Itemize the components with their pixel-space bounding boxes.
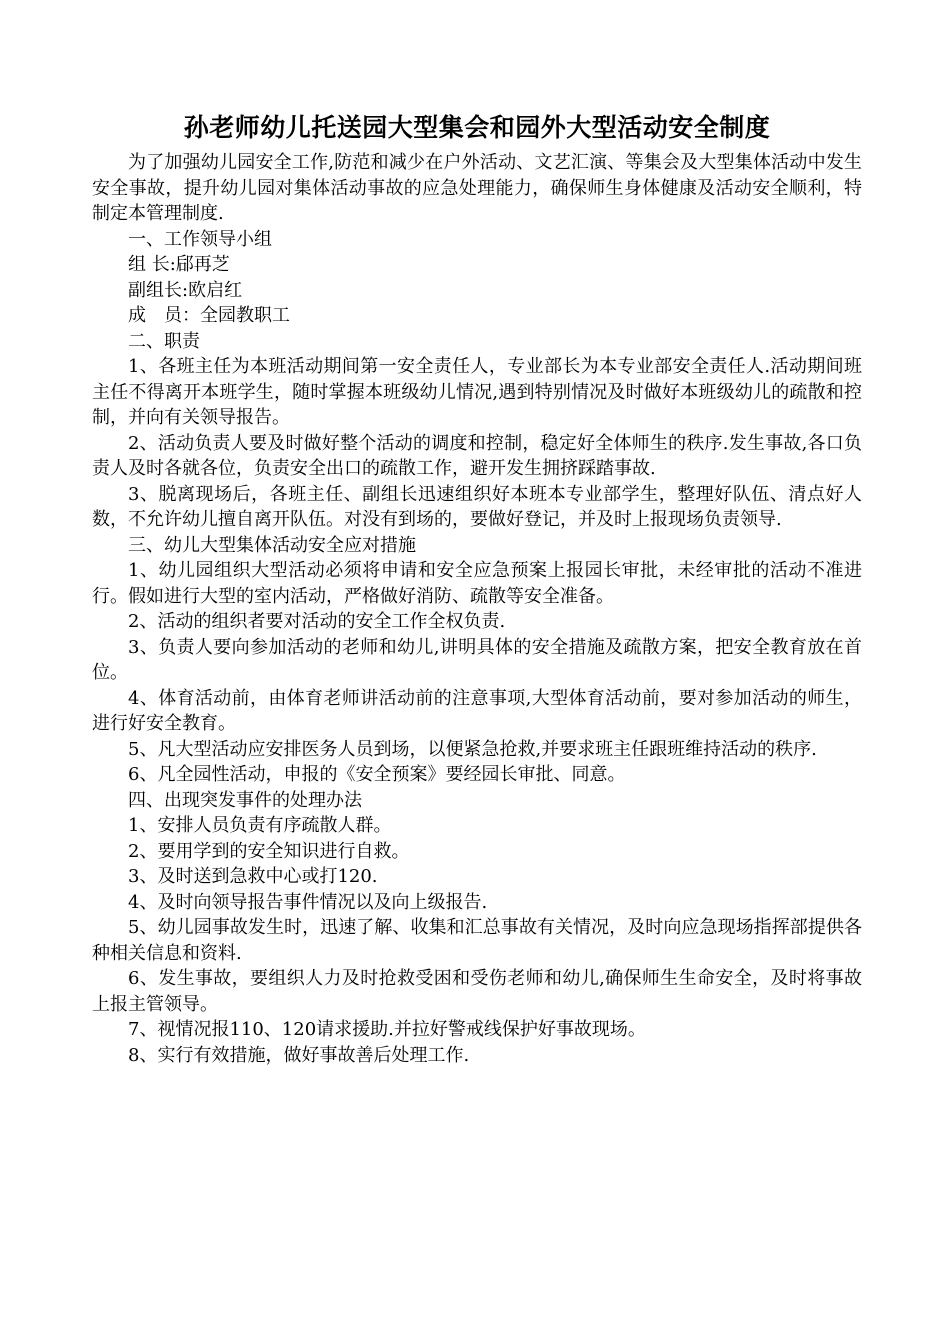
duty-item-1: 1、各班主任为本班活动期间第一安全责任人，专业部长为本专业部安全责任人.活动期间班主任不得离开本班学生，随时掌握本班级幼儿情况,遇到特别情况及时做好本班级幼儿的疏散和控制，并向有关领导报告。 [92,356,862,428]
section-heading-duties: 二、职责 [128,330,200,352]
measure-item-5: 5、凡大型活动应安排医务人员到场，以便紧急抢救,并要求班主任跟班维持活动的秩序. [128,738,817,760]
deputy-leader-line: 副组长:欧启红 [128,279,243,301]
section-heading-measures: 三、幼儿大型集体活动安全应对措施 [128,534,416,556]
emergency-item-6: 6、发生事故，要组织人力及时抢救受困和受伤老师和幼儿,确保师生生命安全，及时将事故上报主管领导。 [92,968,862,1015]
measure-item-4: 4、体育活动前，由体育老师讲活动前的注意事项,大型体育活动前，要对参加活动的师生，进行好安全教育。 [92,687,862,734]
emergency-item-2: 2、要用学到的安全知识进行自救。 [128,840,410,862]
paragraph-intro: 为了加强幼儿园安全工作,防范和减少在户外活动、文艺汇演、等集会及大型集体活动中发生安全事故，提升幼儿园对集体活动事故的应急处理能力，确保师生身体健康及活动安全顺利，特制定本管理制度. [92,152,862,224]
emergency-item-1: 1、安排人员负责有序疏散人群。 [128,815,392,836]
duty-item-2: 2、活动负责人要及时做好整个活动的调度和控制，稳定好全体师生的秩序.发生事故,各口负责人及时各就各位，负责安全出口的疏散工作，避开发生拥挤踩踏事故. [92,432,862,479]
measure-item-6: 6、凡全园性活动，申报的《安全预案》要经园长审批、同意。 [128,764,626,785]
section-heading-leadership: 一、工作领导小组 [128,228,272,250]
emergency-item-4: 4、及时向领导报告事件情况以及向上级报告. [128,891,488,913]
emergency-item-5: 5、幼儿园事故发生时，迅速了解、收集和汇总事故有关情况，及时向应急现场指挥部提供各种相关信息和资料. [92,917,862,964]
document-page [92,108,862,1068]
members-line: 成 员：全园教职工 [128,305,290,326]
document-title: 孙老师幼儿托送园大型集会和园外大型活动安全制度 [183,113,771,142]
emergency-item-7: 7、视情况报110、120请求援助.并拉好警戒线保护好事故现场。 [128,1019,646,1040]
duty-item-3: 3、脱离现场后，各班主任、副组长迅速组织好本班本专业部学生，整理好队伍、清点好人数，不允许幼儿擅自离开队伍。对没有到场的，要做好登记，并及时上报现场负责领导. [92,483,862,530]
measure-item-2: 2、活动的组织者要对活动的安全工作全权负责. [128,611,506,632]
emergency-item-3: 3、及时送到急救中心或打120. [128,866,378,887]
emergency-item-8: 8、实行有效措施，做好事故善后处理工作. [128,1044,470,1066]
measure-item-1: 1、幼儿园组织大型活动必须将申请和安全应急预案上报园长审批，未经审批的活动不准进行。假如进行大型的室内活动，严格做好消防、疏散等安全准备。 [92,560,862,607]
section-heading-emergency: 四、出现突发事件的处理办法 [128,789,362,811]
measure-item-3: 3、负责人要向参加活动的老师和幼儿,讲明具体的安全措施及疏散方案，把安全教育放在首位。 [92,636,862,683]
leader-line: 组 长:郈再芝 [128,254,230,275]
